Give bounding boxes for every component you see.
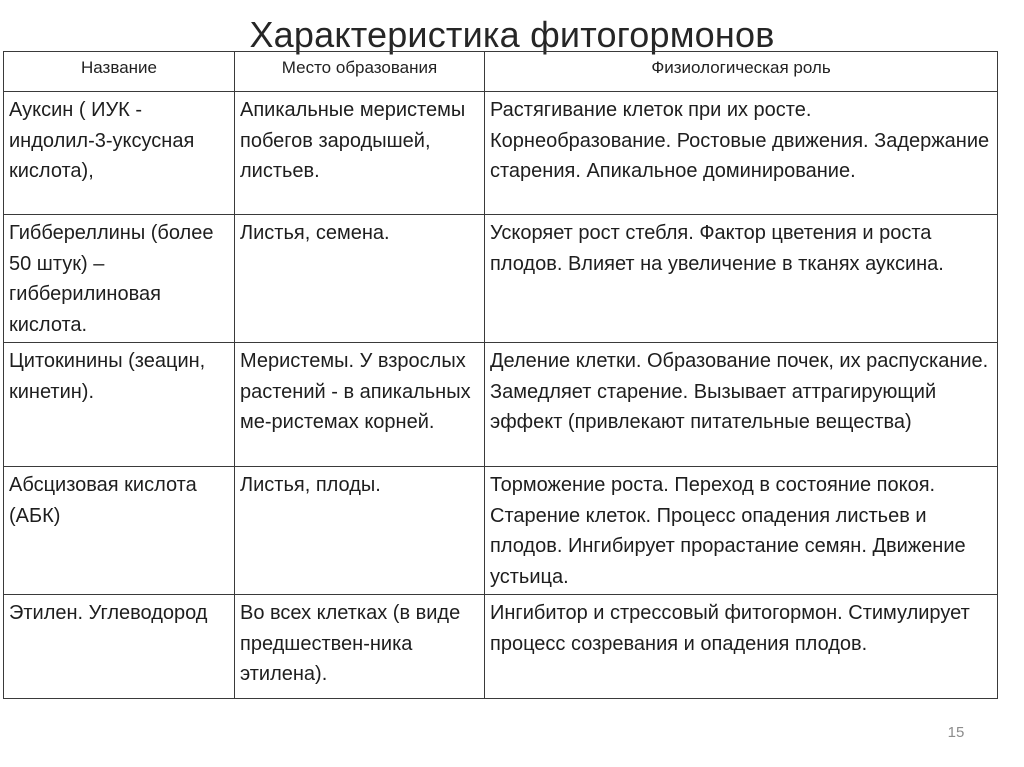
cell-role: Ускоряет рост стебля. Фактор цветения и роста плодов. Влияет на увеличение в тканях ауксина. [485,215,998,343]
cell-name: Ауксин ( ИУК - индолил-3-уксусная кислота), [4,92,235,215]
cell-role: Торможение роста. Переход в состояние покоя. Старение клеток. Процесс опадения листьев и плодов. Ингибирует прорастание семян. Движение устьица. [485,467,998,595]
cell-place: Апикальные меристемы побегов зародышей, листьев. [235,92,485,215]
header-name: Название [4,52,235,92]
cell-name: Цитокинины (зеацин, кинетин). [4,343,235,467]
cell-role: Деление клетки. Образование почек, их распускание. Замедляет старение. Вызывает аттрагирующий эффект (привлекают питательные вещества) [485,343,998,467]
header-place: Место образования [235,52,485,92]
cell-place: Во всех клетках (в виде предшествен-ника этилена). [235,595,485,699]
cell-place: Меристемы. У взрослых растений - в апикальных ме-ристемах корней. [235,343,485,467]
cell-name: Этилен. Углеводород [4,595,235,699]
table-row [4,343,998,467]
cell-role: Ингибитор и стрессовый фитогормон. Стимулирует процесс созревания и опадения плодов. [485,595,998,699]
cell-place: Листья, семена. [235,215,485,343]
table-row [4,92,998,215]
table-row [4,595,998,699]
table-header-row [4,52,998,92]
cell-role: Растягивание клеток при их росте. Корнеобразование. Ростовые движения. Задержание старения. Апикальное доминирование. [485,92,998,215]
table-row [4,467,998,595]
table-row [4,215,998,343]
cell-name: Абсцизовая кислота (АБК) [4,467,235,595]
phytohormone-table [3,51,998,699]
header-role: Физиологическая роль [485,52,998,92]
cell-place: Листья, плоды. [235,467,485,595]
slide-title: Характеристика фитогормонов [249,14,775,55]
page-number: 15 [947,724,965,741]
cell-name: Гиббереллины (более 50 штук) – гибберилиновая кислота. [4,215,235,343]
